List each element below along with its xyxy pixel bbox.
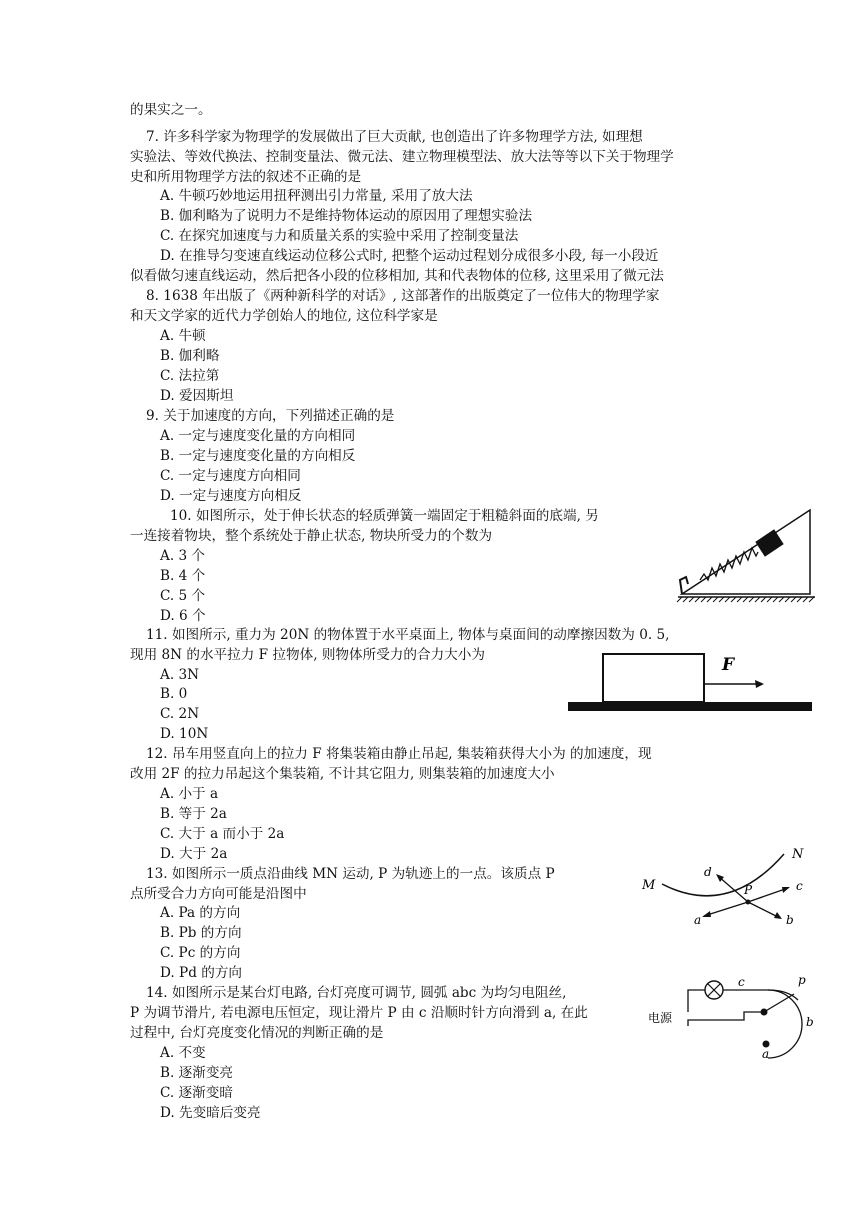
q14-option-c: C. 逐渐变暗 <box>160 1085 233 1101</box>
q9-option-d: D. 一定与速度方向相反 <box>160 488 302 504</box>
q9-option-c: C. 一定与速度方向相同 <box>160 468 301 484</box>
q10-option-c: C. 5 个 <box>160 588 206 604</box>
q7-option-c: C. 在探究加速度与力和质量关系的实验中采用了控制变量法 <box>160 228 519 244</box>
q14-option-b: B. 逐渐变亮 <box>160 1065 234 1081</box>
q7-option-b: B. 伽利略为了说明力不是维持物体运动的原因用了理想实验法 <box>160 208 533 224</box>
q13-option-c: C. Pc 的方向 <box>160 945 241 961</box>
q10-option-b: B. 4 个 <box>160 568 206 584</box>
q12-stem-2: 改用 2F 的拉力吊起这个集装箱, 不计其它阻力, 则集装箱的加速度大小 <box>130 766 555 782</box>
q11-option-a: A. 3N <box>160 667 200 683</box>
q11-option-c: C. 2N <box>160 706 200 722</box>
q14-stem-1: 14. 如图所示是某台灯电路, 台灯亮度可调节, 圆弧 abc 为均匀电阻丝, <box>146 985 567 1001</box>
block <box>756 530 783 556</box>
q12-option-d: D. 大于 2a <box>160 846 228 862</box>
q10-incline-figure <box>670 496 820 608</box>
label-a: a <box>762 1047 770 1060</box>
q7-stem-2: 实验法、等效代换法、控制变量法、微元法、建立物理模型法、放大法等等以下关于物理学 <box>130 149 674 165</box>
arrow-pc-head <box>782 887 790 893</box>
q7-stem-3: 史和所用物理学方法的叙述不正确的是 <box>130 169 362 185</box>
q11-stem-2: 现用 8N 的水平拉力 F 拉物体, 则物体所受力的合力大小为 <box>130 647 485 663</box>
q12-option-a: A. 小于 a <box>160 786 219 802</box>
label-n: N <box>792 847 804 862</box>
q14-stem-3: 过程中, 台灯亮度变化情况的判断正确的是 <box>130 1025 384 1041</box>
q8-option-d: D. 爱因斯坦 <box>160 388 234 404</box>
label-c: c <box>796 879 803 893</box>
table-surface <box>568 702 812 711</box>
label-p: p <box>798 973 806 987</box>
q11-option-d: D. 10N <box>160 726 209 742</box>
q9-option-a: A. 一定与速度变化量的方向相同 <box>160 428 356 444</box>
q10-option-a: A. 3 个 <box>160 548 206 564</box>
q13-stem-2: 点所受合力方向可能是沿图中 <box>130 886 307 902</box>
q8-stem-1: 8. 1638 年出版了《两种新科学的对话》, 这部著作的出版奠定了一位伟大的物理学家 <box>146 288 660 304</box>
q10-option-d: D. 6 个 <box>160 608 206 624</box>
q13-option-a: A. Pa 的方向 <box>160 905 241 921</box>
q12-stem-1: 12. 吊车用竖直向上的拉力 F 将集装箱由静止吊起, 集装箱获得大小为 的加速度，现 <box>146 746 652 762</box>
q7-option-d-2: 似看做匀速直线运动，然后把各小段的位移相加, 其和代表物体的位移, 这里采用了微元法 <box>130 268 664 284</box>
label-a: a <box>694 913 702 927</box>
q10-stem-2: 一连接着物块，整个系统处于静止状态, 物块所受力的个数为 <box>130 528 493 544</box>
q7-option-d-1: D. 在推导匀变速直线运动位移公式时, 把整个运动过程划分成很多小段, 每一小段近 <box>160 248 659 264</box>
arrow-pa-line <box>704 902 748 916</box>
label-m: M <box>642 878 656 893</box>
q8-option-c: C. 法拉第 <box>160 368 220 384</box>
q7-option-a: A. 牛顿巧妙地运用扭秤测出引力常量, 采用了放大法 <box>160 188 473 204</box>
q14-stem-2: P 为调节滑片, 若电源电压恒定，现让滑片 P 由 c 沿顺时针方向滑到 a, 在此 <box>130 1005 588 1021</box>
q9-stem: 9. 关于加速度的方向，下列描述正确的是 <box>146 408 395 424</box>
q8-option-a: A. 牛顿 <box>160 328 206 344</box>
label-d: d <box>704 865 712 879</box>
q13-stem-1: 13. 如图所示一质点沿曲线 MN 运动, P 为轨迹上的一点。该质点 P <box>146 866 555 882</box>
wire-bottom <box>688 1012 762 1026</box>
continuation-line: 的果实之一。 <box>130 102 212 118</box>
q13-option-b: B. Pb 的方向 <box>160 925 242 941</box>
incline-triangle <box>682 510 810 594</box>
resistor-arc <box>768 990 802 1058</box>
q11-option-b: B. 0 <box>160 686 188 702</box>
power-label: 电源 <box>648 1011 673 1025</box>
wire-left <box>688 990 705 1012</box>
label-b: b <box>806 1015 814 1029</box>
q8-option-b: B. 伽利略 <box>160 348 220 364</box>
q9-option-b: B. 一定与速度变化量的方向相反 <box>160 448 356 464</box>
slider-p <box>764 994 794 1012</box>
q11-stem-1: 11. 如图所示, 重力为 20N 的物体置于水平桌面上, 物体与桌面间的动摩擦因数为 0. 5, <box>146 627 670 643</box>
q14-option-a: A. 不变 <box>160 1045 206 1061</box>
box <box>603 654 704 702</box>
q8-stem-2: 和天文学家的近代力学创始人的地位, 这位科学家是 <box>130 308 438 324</box>
label-b: b <box>786 913 794 927</box>
q13-curve-figure <box>638 838 818 932</box>
q12-option-b: B. 等于 2a <box>160 806 227 822</box>
arrow-pa-head <box>702 911 711 917</box>
arrow-pc-line <box>748 888 788 902</box>
q11-block-figure <box>568 648 814 716</box>
q7-stem-1: 7. 许多科学家为物理学的发展做出了巨大贡献, 也创造出了许多物理学方法, 如理想 <box>146 129 643 145</box>
q14-option-d: D. 先变暗后变亮 <box>160 1105 261 1121</box>
force-label: F <box>722 655 735 675</box>
label-p: P <box>744 883 753 897</box>
q12-option-c: C. 大于 a 而小于 2a <box>160 826 285 842</box>
q10-stem-1: 10. 如图所示，处于伸长状态的轻质弹簧一端固定于粗糙斜面的底端, 另 <box>170 508 599 524</box>
q13-option-d: D. Pd 的方向 <box>160 965 243 981</box>
force-arrow-head <box>755 680 764 688</box>
label-c: c <box>738 975 745 989</box>
curve-mn <box>662 854 784 896</box>
q14-circuit-figure <box>644 970 820 1060</box>
